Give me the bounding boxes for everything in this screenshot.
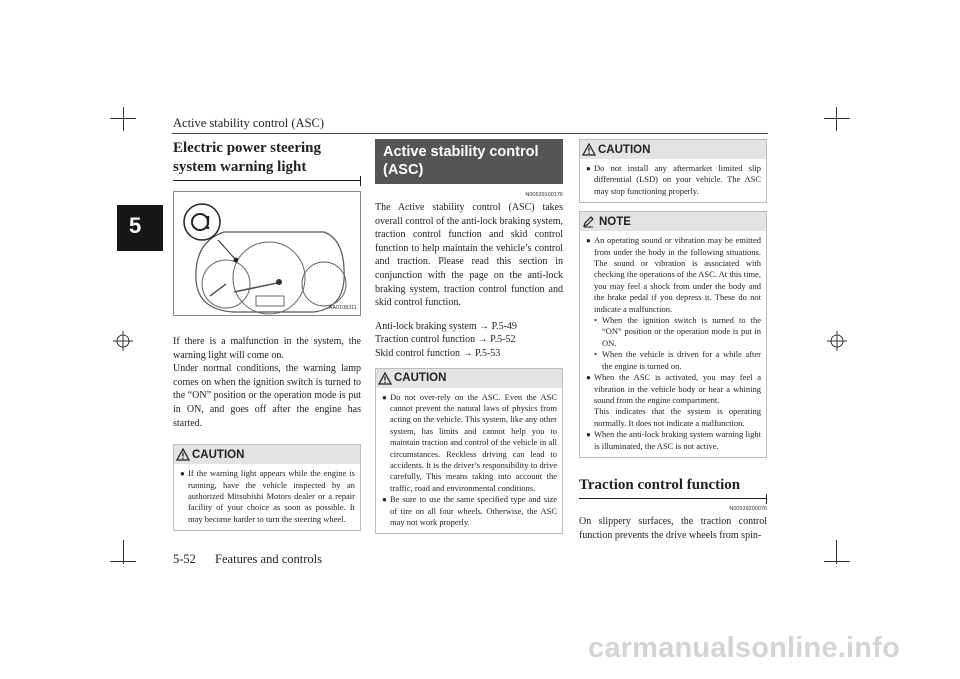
- crop-mark: [110, 118, 136, 119]
- section-heading-eps-warning: Electric power steering system warning light: [173, 139, 361, 181]
- caution-item: ● Be sure to use the same specified type and size of tire on all four wheels. Otherwise, the ASC may not work properly.: [382, 494, 557, 527]
- caution-body: [376, 388, 562, 534]
- note-item: ● When the anti-lock braking system warning light is illuminated, the ASC is not active.: [586, 429, 761, 451]
- note-item: ● An operating sound or vibration may be emitted from under the body in the following situations. The sound or vibration is associated with checking the operations of the ASC. At this time, you may feel a shock from under the body and the brake pedal if you depress it. These do not indicate a malfunction.: [586, 235, 761, 314]
- paragraph: Under normal conditions, the warning lamp comes on when the ignition switch is turned to the “ON” position or the operation mode is put in ON, and goes off after the engine has started.: [173, 363, 361, 429]
- asc-intro-paragraph: The Active stability control (ASC) takes overall control of the anti-lock braking system, traction control function and skid control function to help maintain the vehicle’s control and traction. Please read this section in conjunction with the page on the anti-lock braking system, traction control function and skid control function.: [375, 202, 564, 309]
- section-heading-asc: Active stability control (ASC): [375, 139, 563, 184]
- caution-label: CAUTION: [192, 448, 245, 461]
- chapter-tab: 5: [117, 205, 163, 251]
- footer-section: Features and controls: [215, 552, 322, 566]
- caution-item: ● Do not install any aftermarket limited slip differential (LSD) on your vehicle. The ASC may stop functioning properly.: [586, 163, 761, 196]
- caution-label: CAUTION: [598, 143, 651, 156]
- crop-mark: [110, 561, 136, 562]
- caution-header: [580, 140, 766, 159]
- note-label: NOTE: [599, 215, 631, 228]
- note-pencil-icon: [582, 215, 595, 228]
- caution-box: [375, 368, 563, 535]
- note-box: [579, 211, 767, 458]
- registration-mark: [827, 331, 847, 351]
- figure-code: AA0108311: [328, 305, 357, 311]
- paragraph: If there is a malfunction in the system, the warning light will come on.: [173, 336, 361, 361]
- page-footer: [173, 552, 338, 567]
- instrument-cluster-illustration: [173, 191, 361, 316]
- note-subitem: • When the ignition switch is turned to the “ON” position or the operation mode is put in ON.: [594, 315, 761, 348]
- caution-header: [376, 369, 562, 388]
- column-3: [579, 139, 767, 542]
- ref-link: Anti-lock braking system → P.5-49: [375, 320, 517, 332]
- column-2: [375, 139, 563, 534]
- warning-triangle-icon: [378, 372, 392, 385]
- caution-box: [579, 139, 767, 203]
- page-number: 5-52: [173, 552, 196, 566]
- ref-link: Traction control function → P.5-52: [375, 334, 516, 346]
- crop-mark: [123, 107, 124, 131]
- section-heading-traction-control: Traction control function: [579, 476, 767, 499]
- caution-box: [173, 444, 361, 531]
- registration-mark: [113, 331, 133, 351]
- warning-triangle-icon: [176, 448, 190, 461]
- document-code: N00539200076: [729, 505, 767, 512]
- caution-body: [174, 464, 360, 530]
- warning-triangle-icon: [582, 143, 596, 156]
- watermark: carmanualsonline.info: [588, 632, 900, 664]
- crop-mark: [824, 118, 850, 119]
- column-1: [173, 139, 361, 531]
- crop-mark: [836, 107, 837, 131]
- cross-references: [375, 320, 563, 361]
- note-header: [580, 212, 766, 231]
- caution-header: [174, 445, 360, 464]
- header-rule: [172, 133, 768, 134]
- svg-text:!: !: [205, 213, 211, 233]
- caution-body: [580, 159, 766, 202]
- caution-label: CAUTION: [394, 372, 447, 385]
- caution-item: ● Do not over-rely on the ASC. Even the ASC cannot prevent the natural laws of physics from acting on the vehicle. This system, like any other system, has limits and cannot help you to maintain traction and control of the vehicle in all circumstances. Reckless driving can lead to accidents. It is the driver’s responsibility to drive carefully, This means taking into account the traffic, road and environmental conditions.: [382, 391, 557, 493]
- gauge-cluster-icon: [174, 192, 360, 315]
- traction-intro-paragraph: On slippery surfaces, the traction control function prevents the drive wheels from spin-: [579, 515, 767, 541]
- ref-link: Skid control function → P.5-53: [375, 347, 501, 359]
- document-code: N00539100176: [525, 192, 563, 198]
- note-body: [580, 231, 766, 457]
- caution-item: ● If the warning light appears while the engine is running, have the vehicle inspected by an authorized Mitsubishi Motors dealer or a repair facility of your choice as soon as possible. It may become harder to turn the steering wheel.: [180, 468, 355, 524]
- body-paragraphs: [173, 335, 361, 430]
- note-subitem: • When the vehicle is driven for a while after the engine is turned on.: [594, 349, 761, 371]
- crop-mark: [824, 561, 850, 562]
- note-item: ● When the ASC is activated, you may feel a vibration in the vehicle body or hear a whining sound from the engine compartment. This indicates that the system is operating normally. It does not indicate a malfunction.: [586, 372, 761, 428]
- running-header: Active stability control (ASC): [173, 116, 325, 130]
